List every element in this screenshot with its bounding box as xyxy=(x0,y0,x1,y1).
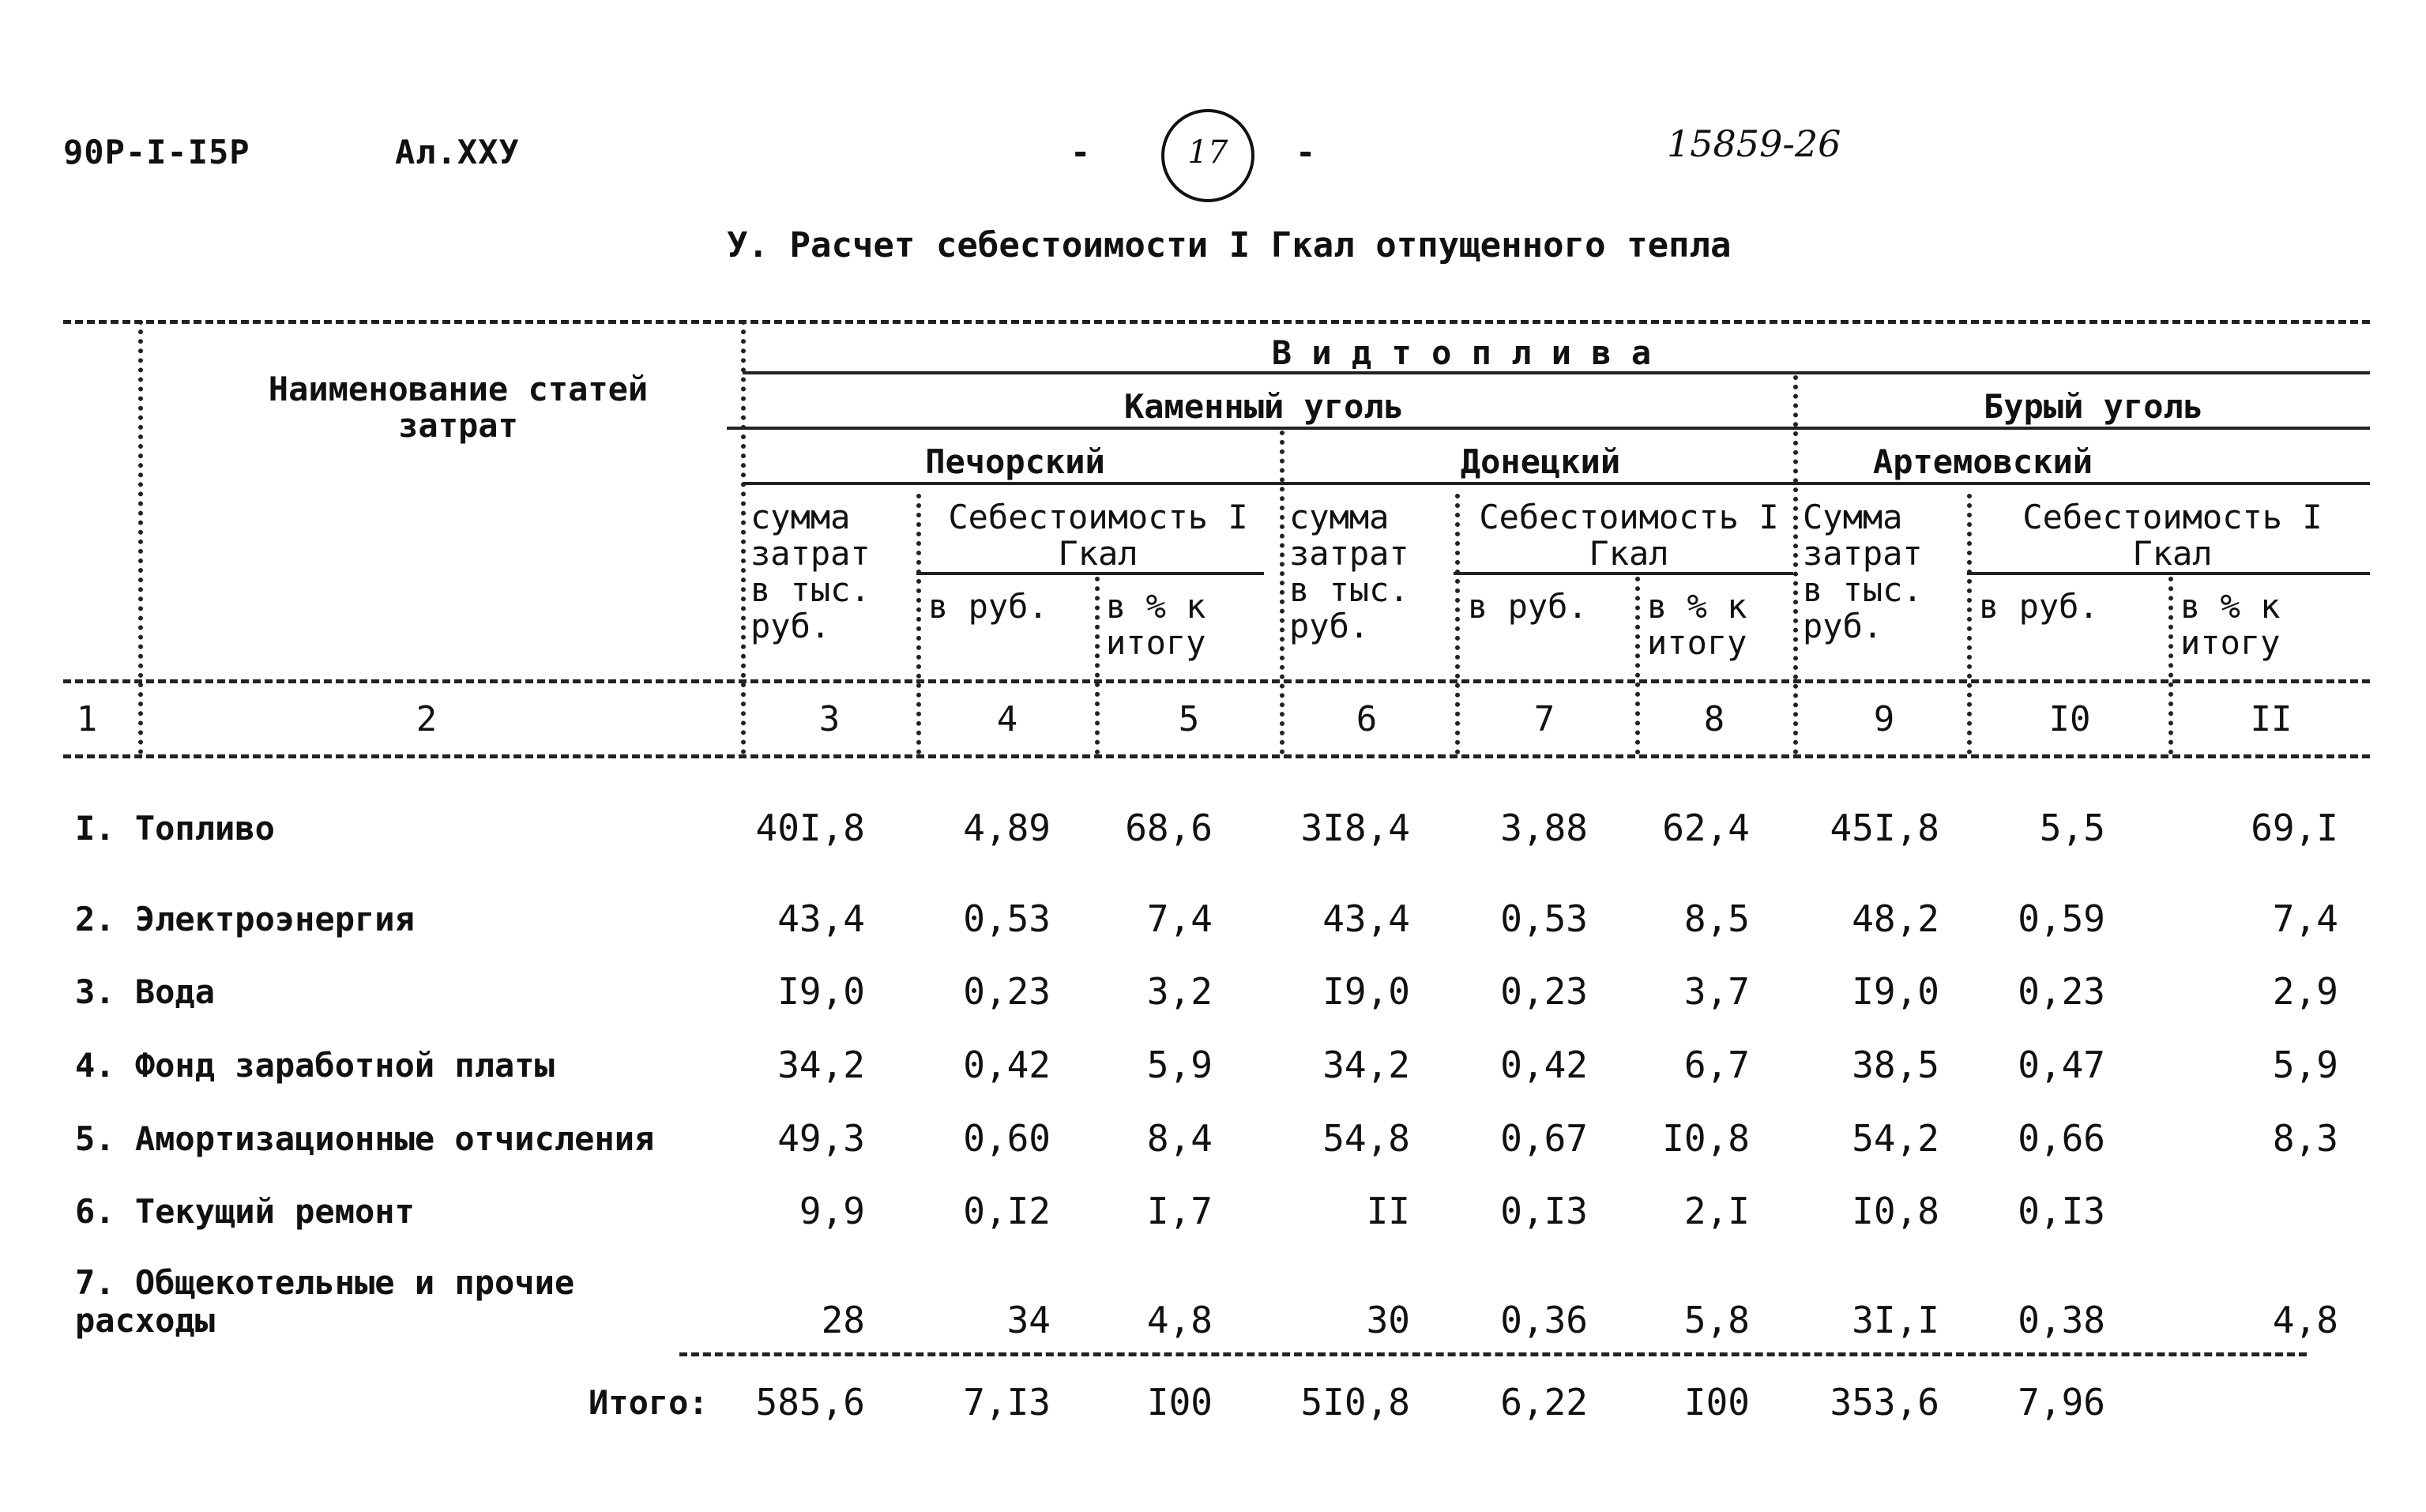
table-cell: 30 xyxy=(1366,1299,1410,1341)
table-cell: 0,36 xyxy=(1500,1299,1588,1341)
basin-pechorsky: Печорский xyxy=(925,442,1105,481)
table-cell: 3I,I xyxy=(1852,1299,1939,1341)
page-number: 17 xyxy=(1187,134,1228,171)
column-name-header: Наименование статей затрат xyxy=(268,370,649,445)
row-label: 7. Общекотельные и прочие расходы xyxy=(75,1263,575,1340)
total-cell: 7,96 xyxy=(2018,1381,2105,1424)
table-cell: 0,23 xyxy=(1500,970,1588,1013)
row-label: 5. Амортизационные отчисления xyxy=(75,1119,655,1158)
basin-artemovsky: Артемовский xyxy=(1872,442,2093,481)
dash-right: - xyxy=(1296,133,1317,171)
vline-col6 xyxy=(1280,431,1284,754)
pct-header-2: в % к итогу xyxy=(1647,587,1747,662)
total-cell: I00 xyxy=(1146,1381,1213,1424)
table-cell: 0,60 xyxy=(963,1117,1051,1160)
total-cell: 5I0,8 xyxy=(1300,1381,1410,1424)
row-label: 3. Вода xyxy=(75,972,216,1011)
table-cell: I9,0 xyxy=(1322,970,1410,1013)
table-title: У. Расчет себестоимости I Гкал отпущенного тепла xyxy=(727,225,1732,265)
table-cell: 43,4 xyxy=(777,897,865,940)
cost-header-1: Себестоимость I Гкал xyxy=(948,498,1248,573)
pct-header-3: в % к итогу xyxy=(2180,587,2281,662)
table-cell: 54,8 xyxy=(1322,1117,1410,1160)
table-cell: 0,53 xyxy=(1500,897,1588,940)
fuel-type-header: В и д т о п л и в а xyxy=(1271,333,1652,372)
row-label: 4. Фонд заработной платы xyxy=(75,1046,555,1085)
dash-left: - xyxy=(1070,133,1092,171)
table-cell: 5,8 xyxy=(1683,1299,1750,1341)
table-cell: 48,2 xyxy=(1852,897,1939,940)
table-cell: 3,88 xyxy=(1500,807,1588,849)
vline-col2 xyxy=(138,320,143,754)
basin-donetsky: Донецкий xyxy=(1460,442,1621,481)
total-cell: I00 xyxy=(1683,1381,1750,1424)
sum-header-1: сумма затрат в тыс. руб. xyxy=(750,498,871,645)
column-number: 6 xyxy=(1356,699,1378,739)
column-number: 7 xyxy=(1533,699,1555,739)
table-cell: I,7 xyxy=(1146,1190,1213,1232)
column-number: 8 xyxy=(1703,699,1725,739)
vline-col11 xyxy=(2168,577,2173,754)
table-cell: 0,67 xyxy=(1500,1117,1588,1160)
row-label: I. Топливо xyxy=(75,809,275,848)
total-cell: 585,6 xyxy=(755,1381,865,1424)
table-cell: 62,4 xyxy=(1662,807,1750,849)
table-cell: 69,I xyxy=(2251,807,2338,849)
total-label: Итого: xyxy=(589,1383,709,1422)
column-number: 9 xyxy=(1873,699,1895,739)
table-cell: I0,8 xyxy=(1662,1117,1750,1160)
table-cell: 0,I2 xyxy=(963,1190,1051,1232)
table-cell: II xyxy=(1366,1190,1410,1232)
table-cell: 0,I3 xyxy=(2018,1190,2105,1232)
row-label: 6. Текущий ремонт xyxy=(75,1192,415,1231)
total-cell: 6,22 xyxy=(1500,1381,1588,1424)
column-number: 2 xyxy=(416,699,438,739)
table-cell: 5,9 xyxy=(2272,1044,2338,1086)
column-number: 3 xyxy=(818,699,841,739)
vline-col8 xyxy=(1635,577,1640,754)
table-cell: 0,66 xyxy=(2018,1117,2105,1160)
registration-number: 15859-26 xyxy=(1667,122,1841,165)
coal-type-underline xyxy=(727,427,2370,430)
sum-header-2: сумма затрат в тыс. руб. xyxy=(1289,498,1409,645)
rub-header-3: в руб. xyxy=(1979,587,2099,626)
table-cell: 6,7 xyxy=(1683,1044,1750,1086)
table-cell: 40I,8 xyxy=(755,807,865,849)
table-cell: 49,3 xyxy=(777,1117,865,1160)
table-cell: 7,4 xyxy=(1146,897,1213,940)
table-cell: 5,5 xyxy=(2039,807,2105,849)
total-cell: 353,6 xyxy=(1830,1381,1939,1424)
cost-header-3: Себестоимость I Гкал xyxy=(2022,498,2323,573)
pct-header-1: в % к итогу xyxy=(1106,587,1206,662)
vline-col4 xyxy=(916,494,921,754)
row-label: 2. Электроэнергия xyxy=(75,900,415,938)
document-code: 90Р-I-I5Р xyxy=(63,133,250,171)
table-cell: 7,4 xyxy=(2272,897,2338,940)
table-cell: 3,2 xyxy=(1146,970,1213,1013)
coal-hard-header: Каменный уголь xyxy=(1123,387,1404,426)
basin-underline xyxy=(743,482,2370,485)
table-cell: 9,9 xyxy=(799,1190,865,1232)
column-number: II xyxy=(2250,699,2292,739)
table-cell: 28 xyxy=(821,1299,865,1341)
table-cell: 0,I3 xyxy=(1500,1190,1588,1232)
table-cell: 0,38 xyxy=(2018,1299,2105,1341)
table-cell: 34,2 xyxy=(1322,1044,1410,1086)
table-cell: 0,42 xyxy=(963,1044,1051,1086)
total-cell: 7,I3 xyxy=(963,1381,1051,1424)
table-cell: I9,0 xyxy=(1852,970,1939,1013)
table-cell: 8,5 xyxy=(1683,897,1750,940)
column-number: 1 xyxy=(76,699,98,739)
table-cell: 5,9 xyxy=(1146,1044,1213,1086)
table-cell: 54,2 xyxy=(1852,1117,1939,1160)
rub-header-2: в руб. xyxy=(1468,587,1588,626)
vline-col7 xyxy=(1455,494,1460,754)
table-cell: 8,3 xyxy=(2272,1117,2338,1160)
table-cell: 34 xyxy=(1006,1299,1051,1341)
vline-col5 xyxy=(1095,577,1100,754)
table-cell: 0,23 xyxy=(2018,970,2105,1013)
vline-col3 xyxy=(741,320,746,754)
table-cell: 3I8,4 xyxy=(1300,807,1410,849)
coal-brown-header: Бурый уголь xyxy=(1983,387,2204,426)
sum-header-3: Сумма затрат в тыс. руб. xyxy=(1803,498,1923,645)
table-cell: 38,5 xyxy=(1852,1044,1939,1086)
table-cell: 3,7 xyxy=(1683,970,1750,1013)
rub-header-1: в руб. xyxy=(928,587,1048,626)
table-cell: 68,6 xyxy=(1125,807,1213,849)
column-number-border xyxy=(63,754,2370,758)
table-cell: 0,53 xyxy=(963,897,1051,940)
table-cell: 0,42 xyxy=(1500,1044,1588,1086)
table-cell: 4,8 xyxy=(2272,1299,2338,1341)
table-cell: 0,47 xyxy=(2018,1044,2105,1086)
table-cell: 2,9 xyxy=(2272,970,2338,1013)
album-number: Ал.XXУ xyxy=(395,133,520,171)
column-number: 5 xyxy=(1178,699,1200,739)
vline-col10 xyxy=(1967,494,1972,754)
table-cell: 43,4 xyxy=(1322,897,1410,940)
table-cell: 0,23 xyxy=(963,970,1051,1013)
page-number-circle xyxy=(1161,109,1254,202)
table-cell: I9,0 xyxy=(777,970,865,1013)
top-border xyxy=(63,320,2370,324)
total-separator xyxy=(679,1352,2307,1356)
column-number: 4 xyxy=(996,699,1018,739)
table-cell: I0,8 xyxy=(1852,1190,1939,1232)
table-cell: 4,89 xyxy=(963,807,1051,849)
table-cell: 4,8 xyxy=(1146,1299,1213,1341)
table-cell: 45I,8 xyxy=(1830,807,1939,849)
table-cell: 8,4 xyxy=(1146,1117,1213,1160)
table-cell: 2,I xyxy=(1683,1190,1750,1232)
column-number: I0 xyxy=(2048,699,2091,739)
table-cell: 34,2 xyxy=(777,1044,865,1086)
table-cell: 0,59 xyxy=(2018,897,2105,940)
header-bottom-border xyxy=(63,679,2370,683)
cost-header-2: Себестоимость I Гкал xyxy=(1479,498,1779,573)
